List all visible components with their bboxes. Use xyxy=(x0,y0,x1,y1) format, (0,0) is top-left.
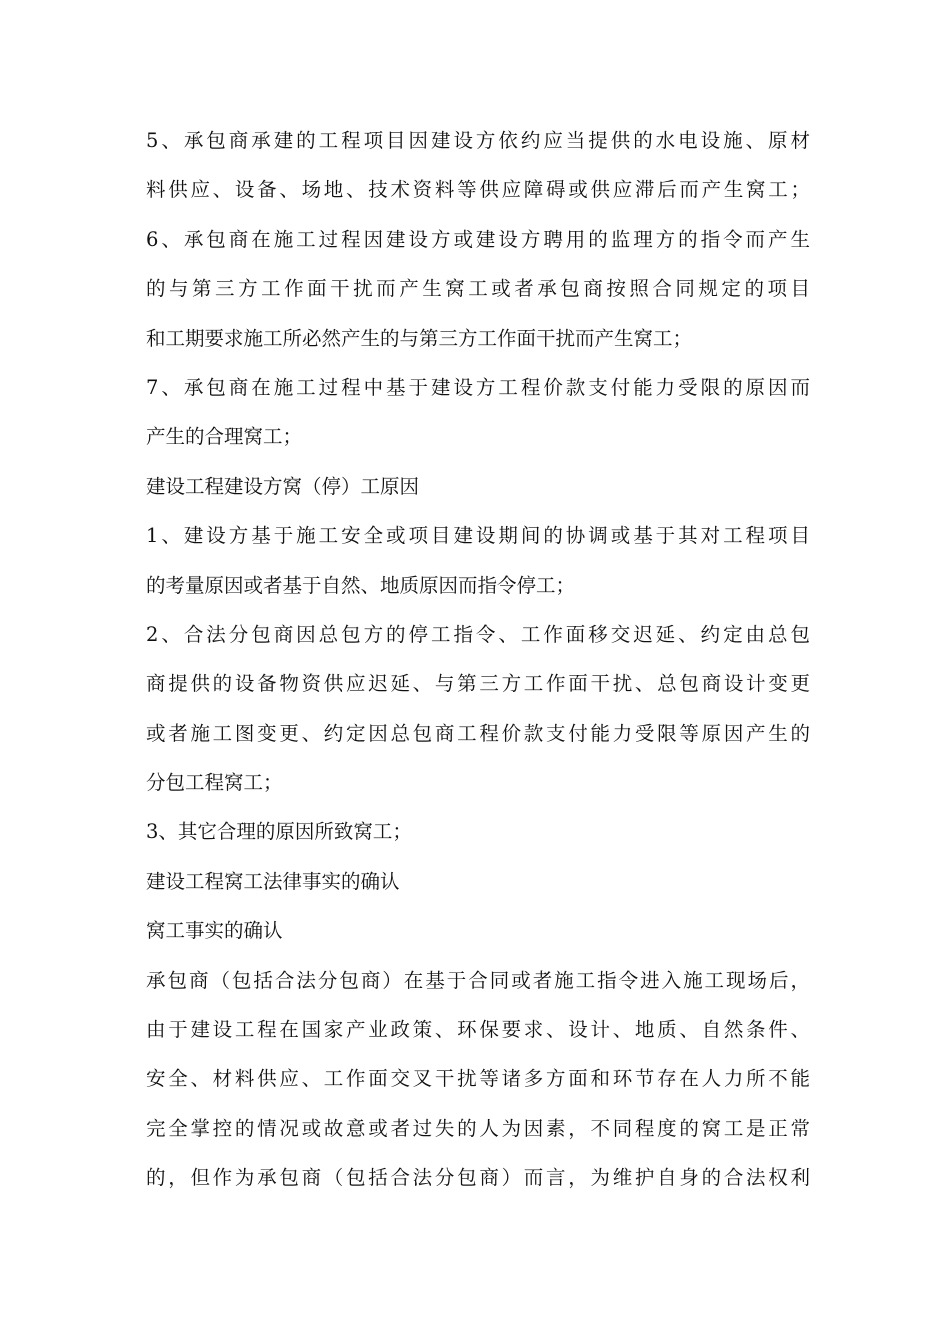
text-line-13: 或者施工图变更、约定因总包商工程价款支付能力受限等原因产生的 xyxy=(146,721,810,745)
text-line-21: 完全掌控的情况或故意或者过失的人为因素，不同程度的窝工是正常 xyxy=(146,1116,810,1140)
text-line-14: 分包工程窝工； xyxy=(146,771,283,795)
section-heading-stoppage-causes: 建设工程建设方窝（停）工原因 xyxy=(146,474,420,498)
section-heading-legal-fact-confirmation: 建设工程窝工法律事实的确认 xyxy=(146,869,400,893)
text-line-22: 的，但作为承包商（包括合法分包商）而言，为维护自身的合法权利 xyxy=(146,1166,810,1190)
text-line-6: 7、承包商在施工过程中基于建设方工程价款支付能力受限的原因而 xyxy=(146,375,810,399)
text-line-3: 6、承包商在施工过程因建设方或建设方聘用的监理方的指令而产生 xyxy=(146,227,810,251)
text-line-15: 3、其它合理的原因所致窝工； xyxy=(146,820,412,844)
text-line-5: 和工期要求施工所必然产生的与第三方工作面干扰而产生窝工； xyxy=(146,326,693,350)
text-line-12: 商提供的设备物资供应迟延、与第三方工作面干扰、总包商设计变更 xyxy=(146,672,810,696)
text-line-10: 的考量原因或者基于自然、地质原因而指令停工； xyxy=(146,573,576,597)
text-line-2: 料供应、设备、场地、技术资料等供应障碍或供应滞后而产生窝工； xyxy=(146,178,810,202)
text-line-9: 1、建设方基于施工安全或项目建设期间的协调或基于其对工程项目 xyxy=(146,524,810,548)
text-line-20: 安全、材料供应、工作面交叉干扰等诸多方面和环节存在人力所不能 xyxy=(146,1067,810,1091)
subsection-heading-fact-confirmation: 窝工事实的确认 xyxy=(146,919,283,943)
text-line-19: 由于建设工程在国家产业政策、环保要求、设计、地质、自然条件、 xyxy=(146,1018,810,1042)
text-line-7: 产生的合理窝工； xyxy=(146,425,303,449)
text-line-1: 5、承包商承建的工程项目因建设方依约应当提供的水电设施、原材 xyxy=(146,129,810,152)
text-line-18: 承包商（包括合法分包商）在基于合同或者施工指令进入施工现场后， xyxy=(146,968,810,992)
text-line-11: 2、合法分包商因总包方的停工指令、工作面移交迟延、约定由总包 xyxy=(146,622,810,646)
text-line-4: 的与第三方工作面干扰而产生窝工或者承包商按照合同规定的项目 xyxy=(146,277,810,301)
document-body xyxy=(146,116,810,1203)
